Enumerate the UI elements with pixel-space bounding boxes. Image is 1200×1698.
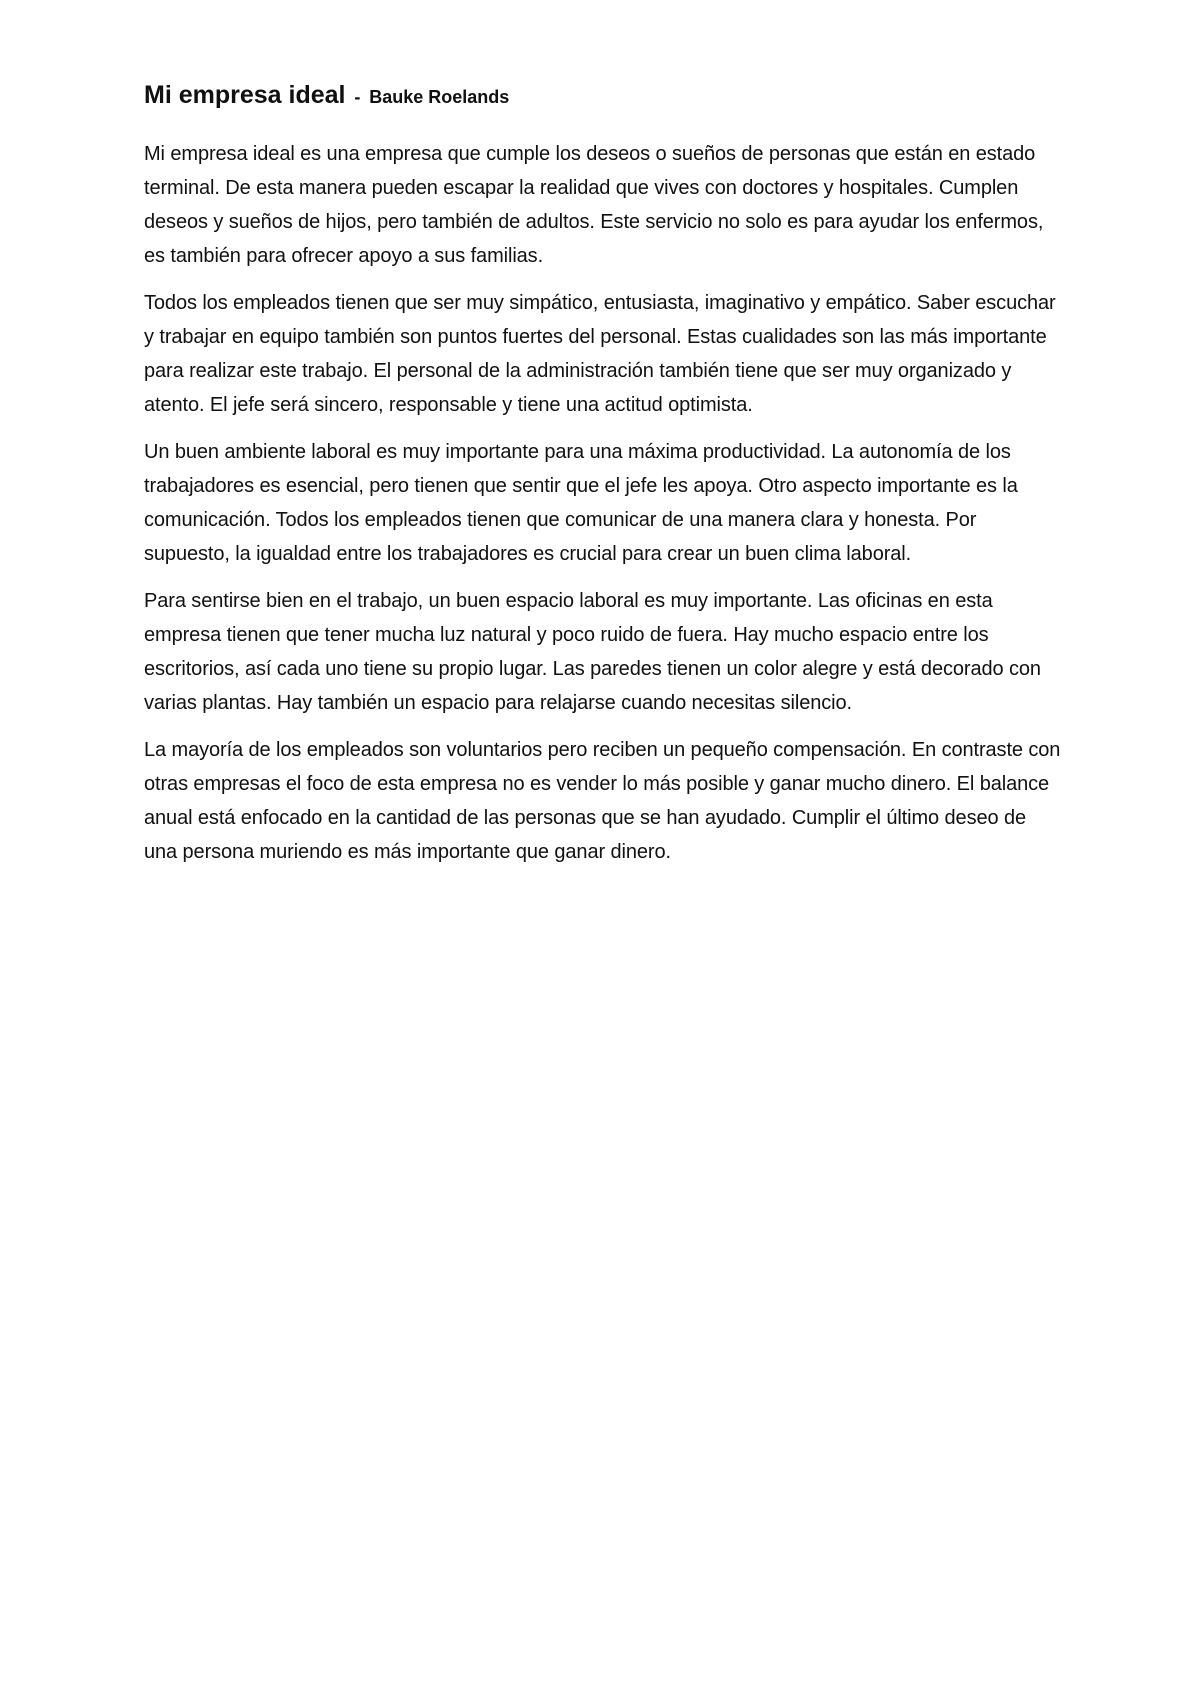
document-author: Bauke Roelands — [369, 87, 510, 107]
title-separator: - — [354, 87, 361, 107]
paragraph-workspace: Para sentirse bien en el trabajo, un buen espacio laboral es muy importante. Las oficinas en esta empresa tienen que tener mucha luz natural y poco ruido de fuera. Hay mucho espacio entre los escritorios, así cada uno tiene su propio lugar. Las paredes tienen un color alegre y está decorado con varias plantas. Hay también un espacio para relajarse cuando necesitas silencio. — [144, 590, 1041, 714]
paragraph-employees: Todos los empleados tienen que ser muy simpático, entusiasta, imaginativo y empático. Saber escuchar y trabajar en equipo también son puntos fuertes del personal. Estas cualidades son las más importante para realizar este trabajo. El personal de la administración también tiene que ser muy organizado y atento. El jefe será sincero, responsable y tiene una actitud optimista. — [144, 292, 1056, 416]
document-title-line — [144, 74, 1064, 115]
paragraph-work-environment: Un buen ambiente laboral es muy importante para una máxima productividad. La autonomía de los trabajadores es esencial, pero tienen que sentir que el jefe les apoya. Otro aspecto importante es la comunicación. Todos los empleados tienen que comunicar de una manera clara y honesta. Por supuesto, la igualdad entre los trabajadores es crucial para crear un buen clima laboral. — [144, 441, 1018, 565]
paragraph-compensation: La mayoría de los empleados son voluntarios pero reciben un pequeño compensación. En contraste con otras empresas el foco de esta empresa no es vender lo más posible y ganar mucho dinero. El balance anual está enfocado en la cantidad de las personas que se han ayudado. Cumplir el último deseo de una persona muriendo es más importante que ganar dinero. — [144, 739, 1061, 863]
paragraph-intro: Mi empresa ideal es una empresa que cumple los deseos o sueños de personas que están en estado terminal. De esta manera pueden escapar la realidad que vives con doctores y hospitales. Cumplen deseos y sueños de hijos, pero también de adultos. Este servicio no solo es para ayudar los enfermos, es también para ofrecer apoyo a sus familias. — [144, 143, 1044, 267]
document-content — [144, 74, 1064, 882]
document-title: Mi empresa ideal — [144, 81, 346, 109]
